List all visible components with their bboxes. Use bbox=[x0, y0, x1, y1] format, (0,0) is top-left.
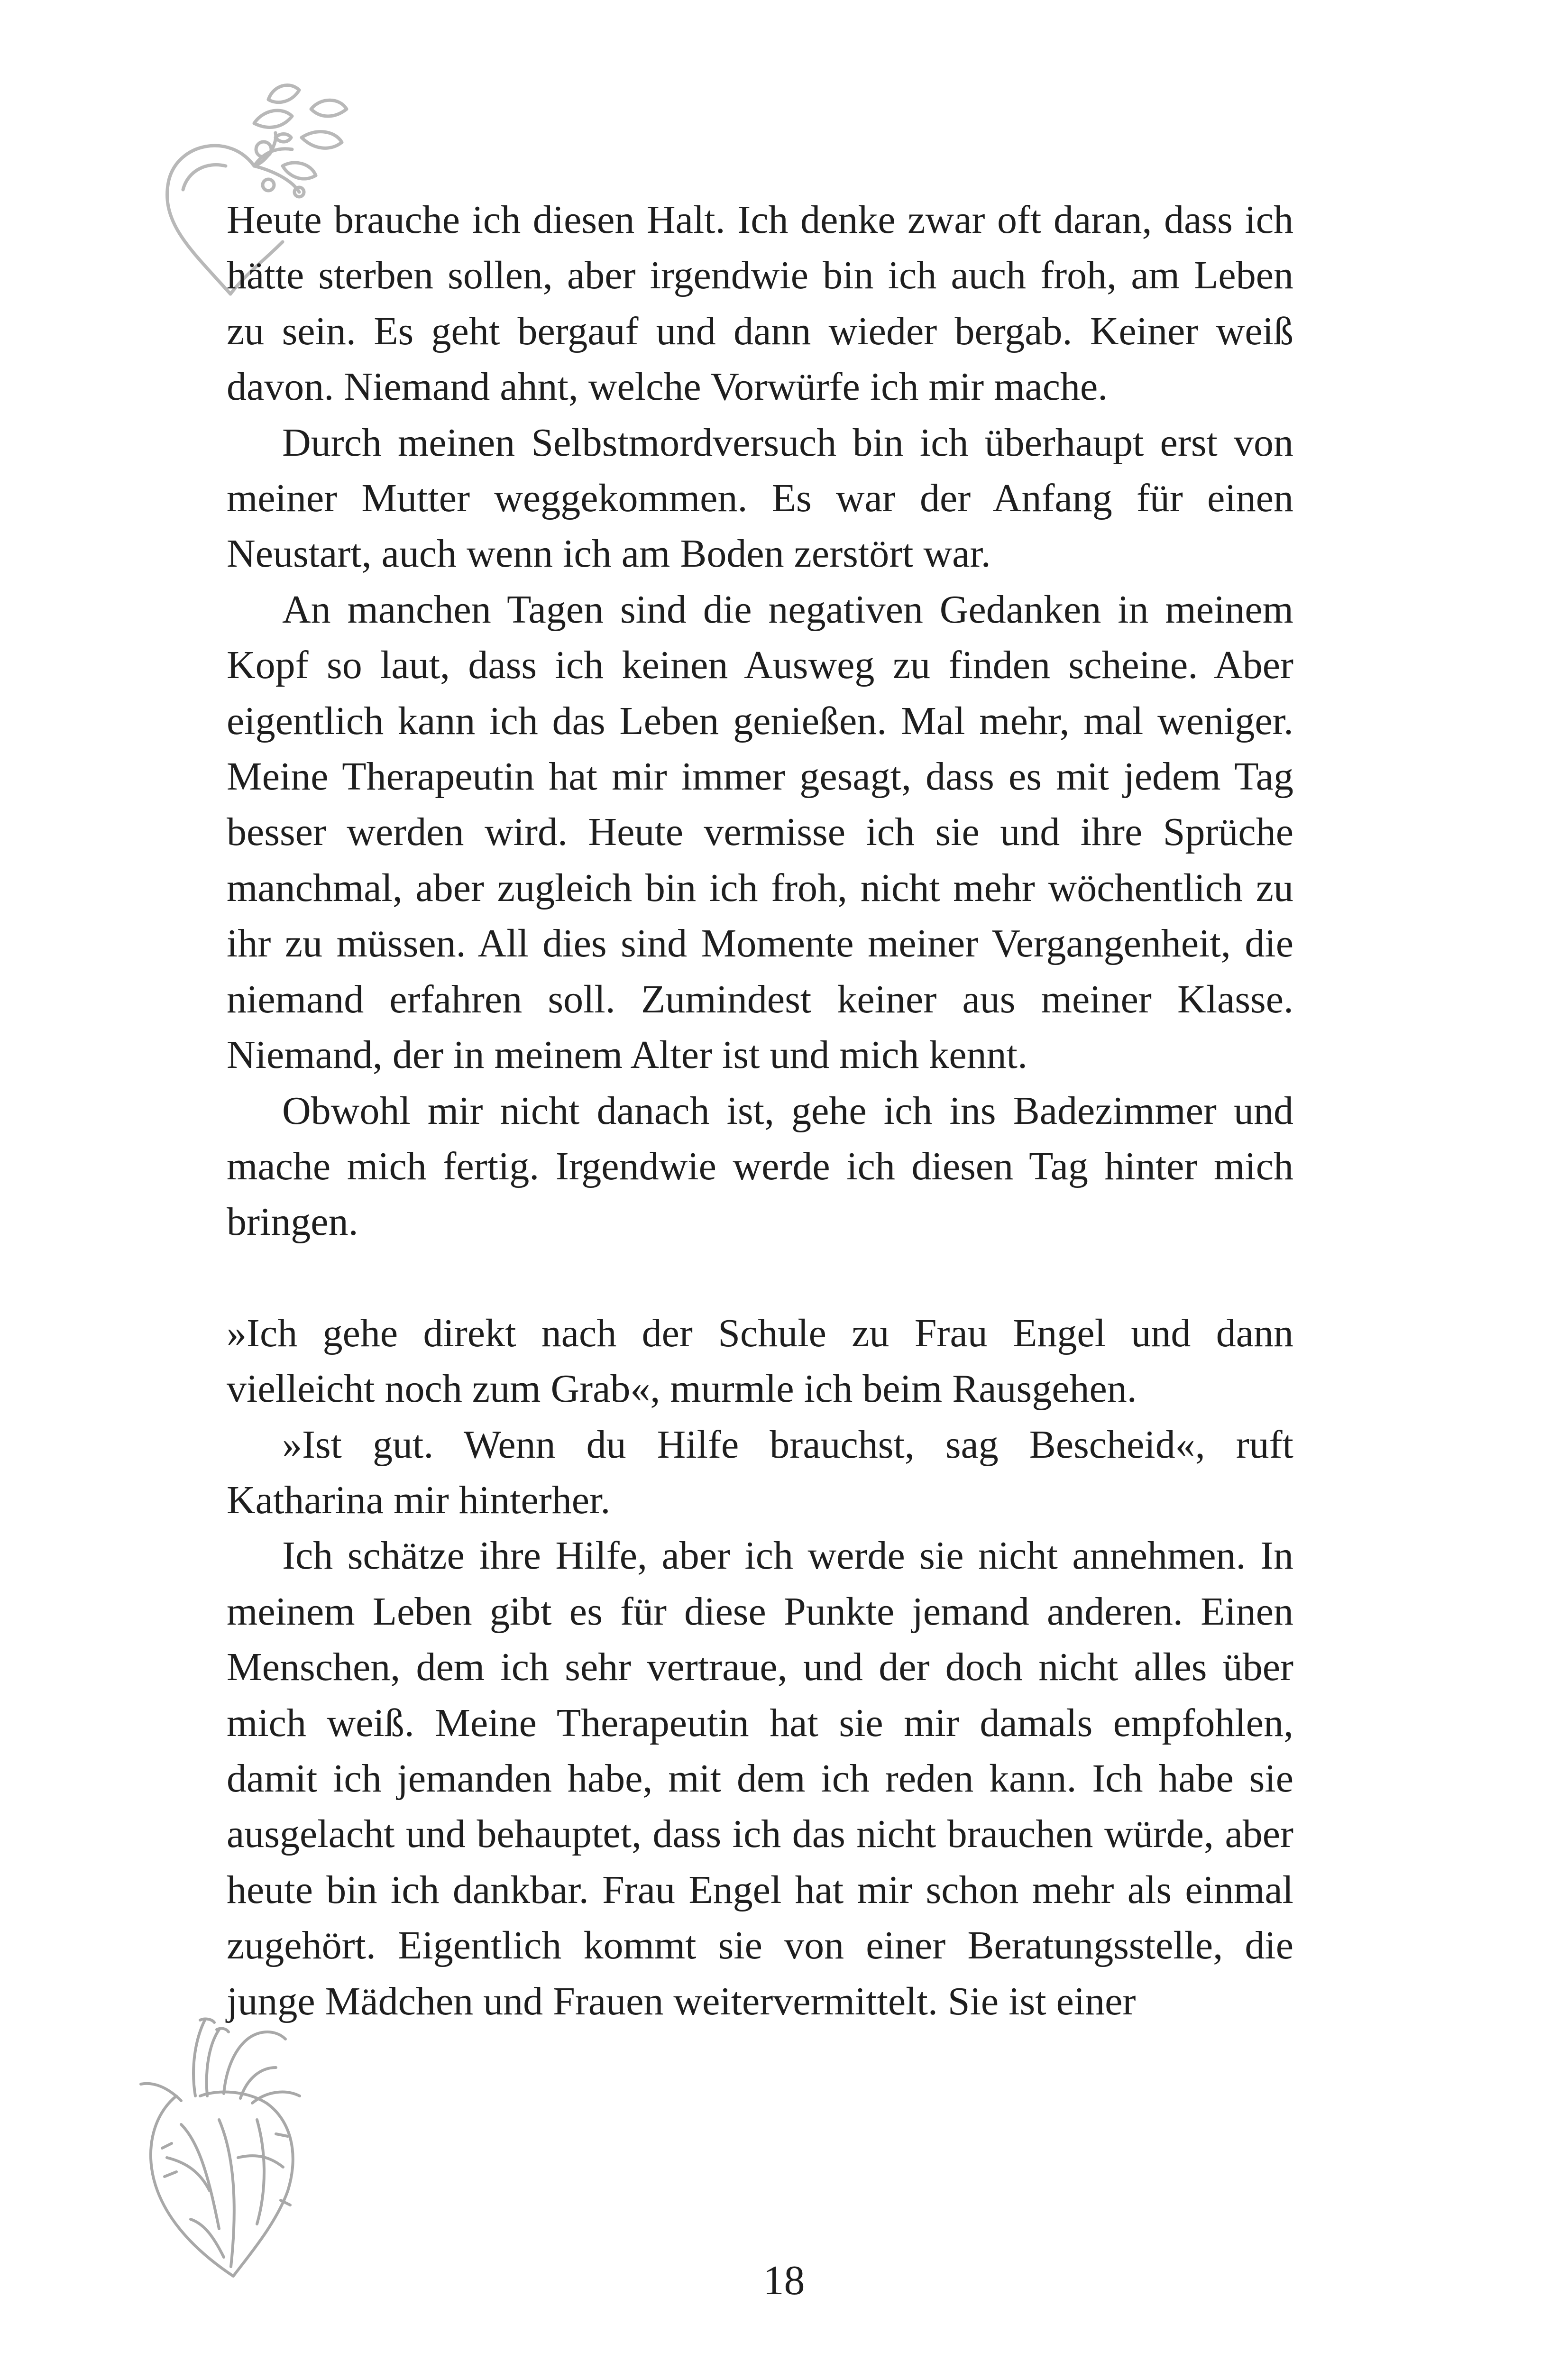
paragraph: Heute brauche ich diesen Halt. Ich denke zwar oft daran, dass ich hätte sterben sollen, aber irgendwie bin ich auch froh, am Leben zu sein. Es geht bergauf und dann wieder bergab. Keiner weiß davon. Niemand ahnt, welche Vorwürfe ich mir mache. bbox=[227, 198, 1293, 409]
anatomical-heart-icon bbox=[124, 2001, 323, 2286]
paragraph: Ich schätze ihre Hilfe, aber ich werde sie nicht annehmen. In meinem Leben gibt es für diese Punkte jemand anderen. Einen Menschen, dem ich sehr vertraue, und der doch nicht alles über mich weiß. Meine Therapeutin hat sie mir damals empfohlen, damit ich jemanden habe, mit dem ich reden kann. Ich habe sie ausgelacht und behauptet, dass ich das nicht brauchen würde, aber heute bin ich dankbar. Frau Engel hat mir schon mehr als einmal zugehört. Eigentlich kommt sie von einer Beratungsstelle, die junge Mädchen und Frauen weitervermittelt. Sie ist einer bbox=[227, 1534, 1293, 2023]
main-text bbox=[227, 192, 1293, 2029]
paragraph: »Ist gut. Wenn du Hilfe brauchst, sag Bescheid«, ruft Katharina mir hinterher. bbox=[227, 1422, 1293, 1522]
page-number: 18 bbox=[763, 2258, 805, 2304]
paragraph: »Ich gehe direkt nach der Schule zu Frau Engel und dann vielleicht noch zum Grab«, murmle ich beim Rausgehen. bbox=[227, 1311, 1293, 1411]
paragraph: An manchen Tagen sind die negativen Gedanken in meinem Kopf so laut, dass ich keinen Ausweg zu finden scheine. Aber eigentlich kann ich das Leben genießen. Mal mehr, mal weniger. Meine Therapeutin hat mir immer gesagt, dass es mit jedem Tag besser werden wird. Heute vermisse ich sie und ihre Sprüche manchmal, aber zugleich bin ich froh, nicht mehr wöchentlich zu ihr zu müssen. All dies sind Momente meiner Vergangenheit, die niemand erfahren soll. Zumindest keiner aus meiner Klasse. Niemand, der in meinem Alter ist und mich kennt. bbox=[227, 587, 1293, 1077]
paragraph: Obwohl mir nicht danach ist, gehe ich ins Badezimmer und mache mich fertig. Irgendwie werde ich diesen Tag hinter mich bringen. bbox=[227, 1088, 1293, 1244]
paragraph: Durch meinen Selbstmordversuch bin ich überhaupt erst von meiner Mutter weggekommen. Es war der Anfang für einen Neustart, auch wenn ich am Boden zerstört war. bbox=[227, 420, 1293, 576]
